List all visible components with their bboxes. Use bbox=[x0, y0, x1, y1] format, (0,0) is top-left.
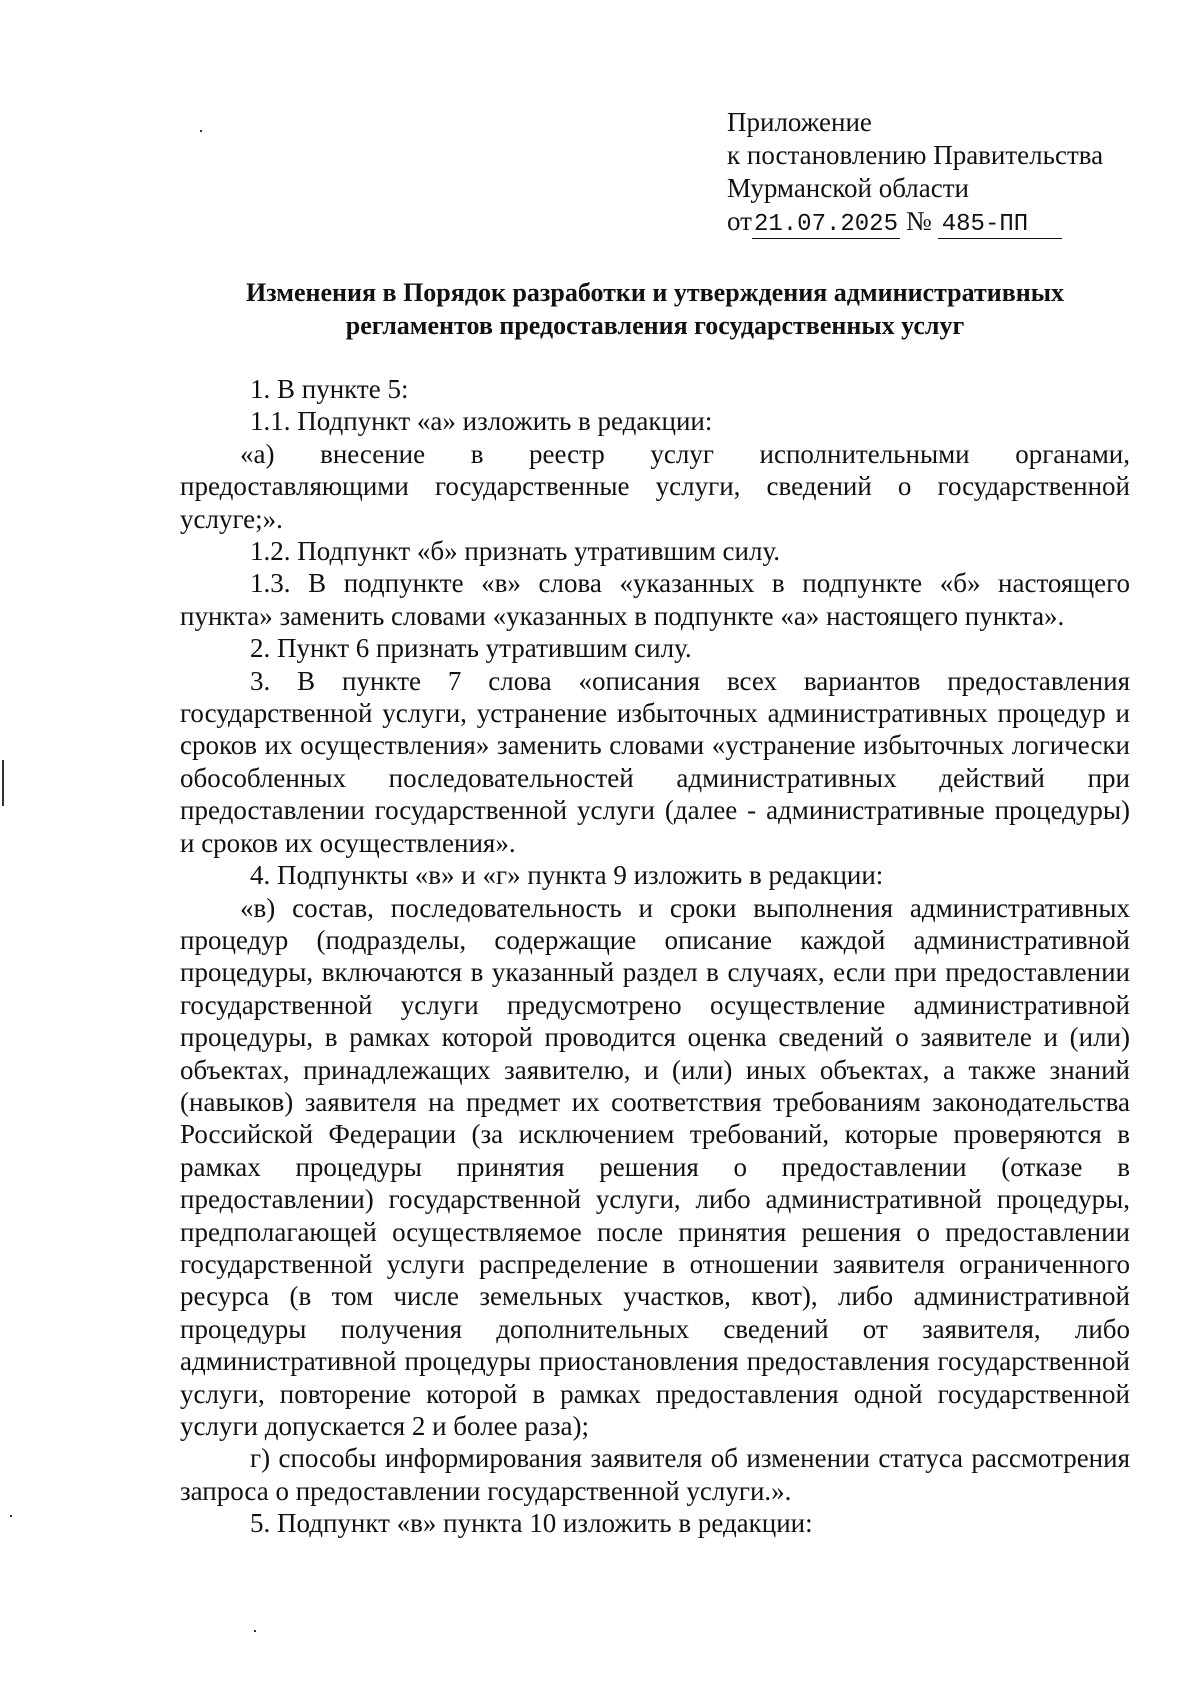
paragraph-1-2: 1.2. Подпункт «б» признать утратившим силу. bbox=[250, 536, 781, 567]
number-sign: № bbox=[905, 206, 932, 236]
paragraph-quote-g: г) способы информирования заявителя об изменении статуса рассмотрения запроса о предоставлении государственной услуги.». bbox=[180, 1443, 1130, 1506]
appendix-line-2: к постановлению Правительства bbox=[727, 140, 1104, 170]
scan-dot-3 bbox=[254, 1630, 256, 1632]
paragraph-5: 5. Подпункт «в» пункта 10 изложить в редакции: bbox=[250, 1508, 813, 1539]
appendix-date-line bbox=[727, 205, 1147, 239]
appendix-header bbox=[727, 106, 1147, 239]
paragraph-quote-a: «а) внесение в реестр услуг исполнительными органами, предоставляющими государственные услуги, сведений о государственной услуге;». bbox=[180, 438, 1130, 534]
paragraph-1-1: 1.1. Подпункт «а» изложить в редакции: bbox=[250, 406, 713, 437]
scan-dot-2 bbox=[10, 1515, 12, 1517]
paragraph-quote-v: «в) состав, последовательность и сроки выполнения административных процедур (подразделы, содержащие описание каждой административной процедуры, включаются в указанный раздел в случаях, если при предоставлении государственной услуги предусмотрено осуществление административной процедуры, в рамках которой проводится оценка сведений о заявителе и (или) объектах, принадлежащих заявителю, и (или) иных объектах, а также знаний (навыков) заявителя на предмет их соответствия требованиям законодательства Российской Федерации (за исключением требований, которые проверяются в рамках процедуры принятия решения о предоставлении (отказе в предоставлении) государственной услуги, либо административной процедуры, предполагающей осуществляемое после принятия решения о предоставлении государственной услуги распределение в отношении заявителя ограниченного ресурса (в том числе земельных участков, квот), либо административной процедуры получения дополнительных сведений от заявителя, либо административной процедуры приостановления предоставления государственной услуги, повторение которой в рамках предоставления одной государственной услуги допускается 2 и более раза); bbox=[180, 892, 1130, 1441]
appendix-line-1: Приложение bbox=[727, 107, 872, 137]
paragraph-3: 3. В пункте 7 слова «описания всех вариантов предоставления государственной услуги, устранение избыточных административных процедур и сроков их осуществления» заменить словами «устранение избыточных логически обособленных последовательностей административных действий при предоставлении государственной услуги (далее - административные процедуры) и сроков их осуществления». bbox=[180, 665, 1130, 858]
paragraph-2: 2. Пункт 6 признать утратившим силу. bbox=[250, 633, 692, 664]
document-title: Изменения в Порядок разработки и утверждения административных регламентов предоставления государственных услуг bbox=[245, 278, 1065, 340]
date-prefix: от bbox=[727, 206, 752, 236]
scan-dot-1 bbox=[200, 130, 202, 132]
resolution-date: 21.07.2025 bbox=[753, 211, 898, 238]
paragraph-1: 1. В пункте 5: bbox=[250, 374, 409, 404]
paragraph-4: 4. Подпункты «в» и «г» пункта 9 изложить в редакции: bbox=[250, 860, 884, 891]
scan-mark-left bbox=[2, 760, 4, 806]
paragraph-1-3: 1.3. В подпункте «в» слова «указанных в подпункте «б» настоящего пункта» заменить словами «указанных в подпункте «а» настоящего пункта». bbox=[180, 568, 1130, 631]
document-body bbox=[180, 373, 1130, 1540]
appendix-line-3: Мурманской области bbox=[727, 173, 969, 203]
resolution-number: 485-ПП bbox=[938, 212, 1062, 239]
